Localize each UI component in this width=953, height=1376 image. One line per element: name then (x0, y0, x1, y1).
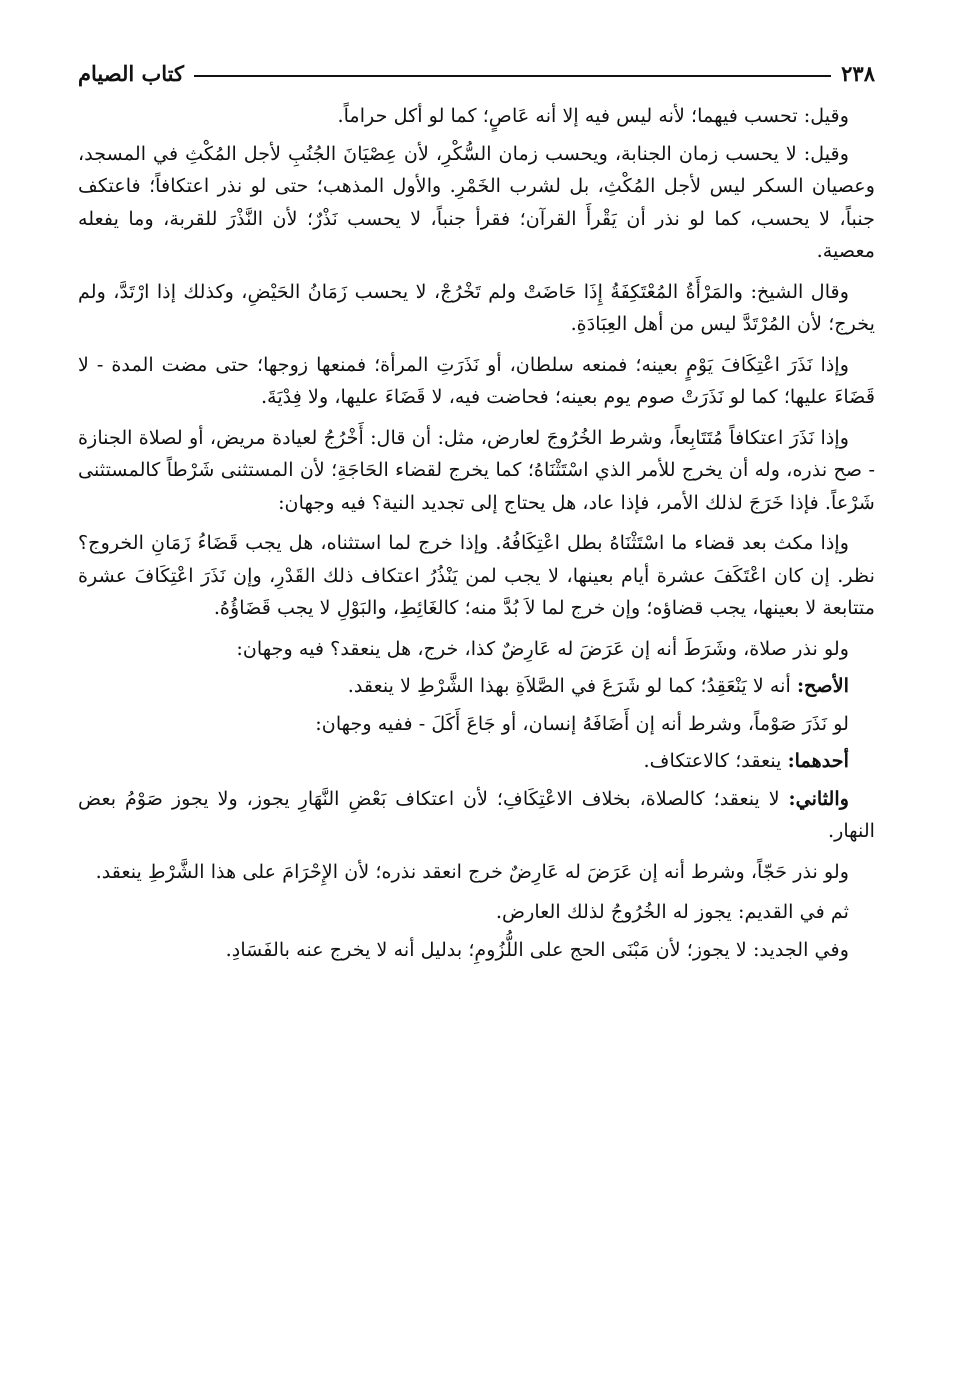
paragraph (78, 783, 875, 848)
paragraph (78, 745, 875, 778)
header-rule (194, 75, 831, 77)
paragraph-text: وفي الجديد: لا يجوز؛ لأن مَبْنَى الحج على اللُّزُومِ؛ بدليل أنه لا يخرج عنه بالفَسَادِ. (225, 937, 849, 961)
paragraph (78, 708, 875, 741)
paragraph-text: ولو نذر صلاة، وشَرَطَ أنه إن عَرَضَ له عَارِضٌ كذا، خرج، هل ينعقد؟ فيه وجهان: (236, 636, 849, 660)
page-body (78, 100, 875, 966)
paragraph-text: ولو نذر حَجّاً، وشرط أنه إن عَرَضَ له عَارِضٌ خرج انعقد نذره؛ لأن الإِحْرَامَ على هذا الشَّرْطِ ينعقد. (95, 859, 849, 883)
paragraph-text: أنه لا يَنْعَقِدُ؛ كما لو شَرَعَ في الصَّلاَةِ بهذا الشَّرْطِ لا ينعقد. (347, 674, 791, 697)
paragraph-text: ثم في القديم: يجوز له الخُرُوجُ لذلك العارض. (495, 900, 849, 923)
paragraph (78, 896, 875, 929)
paragraph-lead: أحدهما: (787, 749, 849, 772)
paragraph (78, 422, 875, 520)
paragraph-text: وقال الشيخ: والمَرْأَةُ المُعْتَكِفَةُ إِذَا حَاضَتْ ولم تَخْرُجْ، لا يحسب زَمَانُ الحَيْضِ، وكذلك إذا ارْتَدَّ، ولم يخرج؛ لأن المُرْتَدَّ ليس من أهل العِبَادَةِ. (78, 279, 875, 335)
book-page (78, 56, 875, 1356)
paragraph-text: وإذا مكث بعد قضاء ما اسْتَثْنَاهُ بطل اعْتِكَافُهُ. وإذا خرج لما استثناه، هل يجب قَضَاءُ زَمَانِ الخروج؟ نظر. إن كان اعْتَكَفَ عشرة أيام بعينها، لا يجب لمن يَنْذُرُ اعتكاف ذلك القَدْرِ، وإن نَذَرَ اعْتِكَافَ عشرة متتابعة لا بعينها، يجب قضاؤه؛ وإن خرج لما لاَ بُدَّ منه؛ كالغَائِطِ، والبَوْلِ لا يجب قَضَاؤُهُ. (78, 531, 875, 619)
paragraph-text: وإذا نَذَرَ اعتكافاً مُتَتَابِعاً، وشرط الخُرُوجَ لعارض، مثل: أن قال: أَخْرُجُ لعيادة مريض، أو لصلاة الجنازة - صح نذره، وله أن يخرج للأمر الذي اسْتَثْنَاهُ؛ كما يخرج لقضاء الحَاجَةِ؛ لأن المستثنى شَرْطاً كالمستثنى شَرْعاً. فإذا خَرَجَ لذلك الأمر، فإذا عاد، هل يحتاج إلى تجديد النية؟ فيه وجهان: (78, 425, 875, 514)
paragraph-text: وقيل: لا يحسب زمان الجنابة، ويحسب زمان السُّكْرِ، لأن عِصْيَانَ الجُنُبِ لأجل المُكْثِ في المسجد، وعصيان السكر ليس لأجل المُكْثِ، بل لشرب الخَمْرِ. والأول المذهب؛ حتى لو نذر اعتكافاً؛ فاعتكف جنباً، لا يحسب، كما لو نذر أن يَقْرأَ القرآن؛ فقرأ جنباً، لا يحسب نَذْرٌ؛ لأن النَّذْرَ للقربة، وما يفعله معصية. (78, 141, 875, 262)
paragraph (78, 276, 875, 341)
paragraph-text: وقيل: تحسب فيهما؛ لأنه ليس فيه إلا أنه عَاصٍ؛ كما لو أكل حراماً. (337, 104, 849, 127)
running-header (78, 56, 875, 90)
book-title: كتاب الصيام (78, 60, 184, 86)
paragraph (78, 633, 875, 666)
paragraph (78, 138, 875, 268)
paragraph (78, 934, 875, 967)
paragraph-text: لا ينعقد؛ كالصلاة، بخلاف الاعْتِكَافِ؛ لأن اعتكاف بَعْضِ النَّهَارِ يجوز، ولا يجوز صَوْمُ بعض النهار. (78, 786, 875, 842)
paragraph-text: لو نَذَرَ صَوْماً، وشرط أنه إن أَضَافَهُ إنسان، أو جَاعَ أَكَلَ - ففيه وجهان: (315, 711, 849, 735)
paragraph (78, 856, 875, 889)
paragraph (78, 670, 875, 703)
paragraph-text: وإذا نَذَرَ اعْتِكَافَ يَوْمٍ بعينه؛ فمنعه سلطان، أو نَذَرَتِ المرأة؛ فمنعها زوجها؛ حتى مضت المدة - لا قَضَاءَ عليها؛ كما لو نَذَرَتْ صوم يوم بعينه؛ فحاضت فيه، لا قَضَاءَ عليها، ولا فِدْيَةَ. (78, 352, 875, 408)
page-number: ٢٣٨ (841, 60, 875, 86)
paragraph (78, 527, 875, 625)
paragraph-text: ينعقد؛ كالاعتكاف. (643, 749, 782, 772)
paragraph (78, 100, 875, 133)
paragraph (78, 349, 875, 414)
paragraph-lead: والثاني: (788, 786, 849, 810)
paragraph-lead: الأصح: (796, 674, 849, 697)
